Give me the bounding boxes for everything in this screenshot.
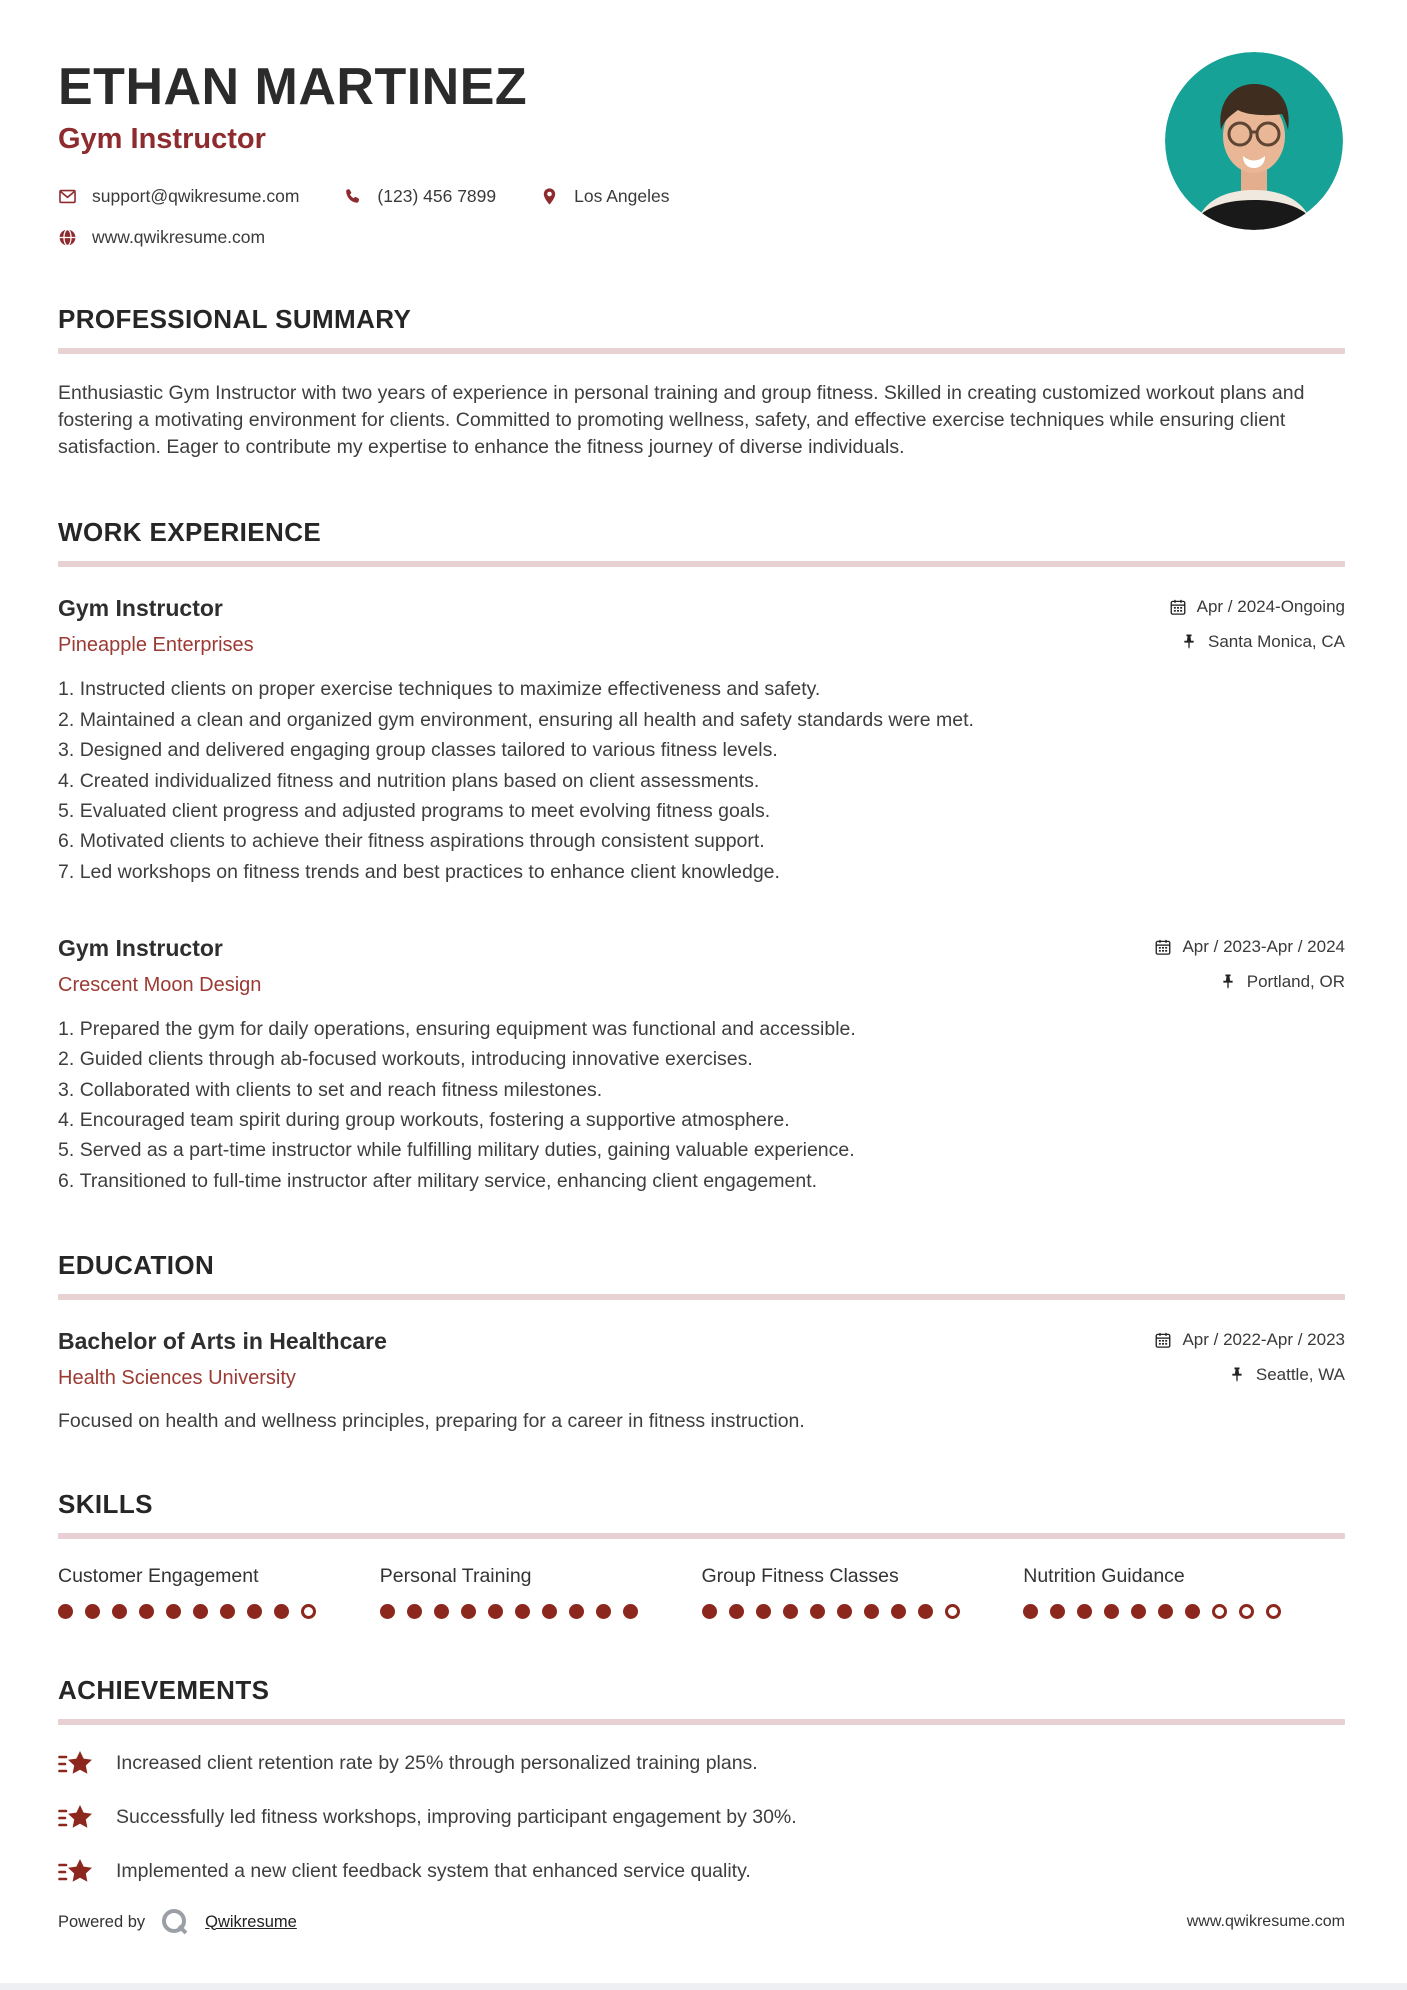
contact-item [343,186,496,207]
company-name: Pineapple Enterprises [58,634,254,657]
education-location-text: Seattle, WA [1255,1364,1345,1384]
skill-level-dot [112,1604,127,1619]
skill-level-dot [1266,1604,1281,1619]
skills-grid [58,1565,1345,1619]
phone-icon [343,187,362,206]
header [58,60,1345,248]
skill-level-dot [918,1604,933,1619]
skill-level-meter [702,1604,1024,1619]
calendar-icon [1154,938,1172,956]
skill-level-dot [810,1604,825,1619]
skill-level-dot [488,1604,503,1619]
contact-text: Los Angeles [574,185,670,206]
achievement-text: Increased client retention rate by 25% through personalized training plans. [116,1752,758,1775]
qwikresume-logo-icon [159,1906,191,1938]
section-professional-summary [58,304,1345,462]
skill-level-dot [623,1604,638,1619]
skill-level-dot [434,1604,449,1619]
skill-level-dot [85,1604,100,1619]
section-heading: PROFESSIONAL SUMMARY [58,303,412,334]
skill-level-dot [515,1604,530,1619]
skill-item [1023,1565,1345,1619]
job-location [1180,632,1345,652]
contact-text: (123) 456 7899 [377,185,497,206]
job-duty: 6. Motivated clients to achieve their fitness aspirations through consistent support. [58,829,1345,854]
skill-level-dot [1050,1604,1065,1619]
job-list [58,595,1345,1193]
person-name: ETHAN MARTINEZ [58,58,528,116]
skill-level-dot [166,1604,181,1619]
section-heading: ACHIEVEMENTS [58,1674,270,1705]
contact-text[interactable]: www.qwikresume.com [92,226,266,247]
job-title: Gym Instructor [58,934,223,961]
summary-text: Enthusiastic Gym Instructor with two years of experience in personal training and group fitness. Skilled in creating customized workout plans and fostering a motivating environment for clients. Committed to promoting wellness, safety, and effective exercise techniques while ensuring client satisfaction. Eager to contribute my expertise to enhance the fitness journey of diverse individuals. [58,381,1305,459]
education-description: Focused on health and wellness principles, preparing for a career in fitness instruction. [58,1409,805,1432]
skill-level-dot [596,1604,611,1619]
skill-level-dot [461,1604,476,1619]
company-name: Crescent Moon Design [58,973,262,996]
job-dates-text: Apr / 2024-Ongoing [1196,597,1345,617]
skill-level-dot [1104,1604,1119,1619]
skill-name: Group Fitness Classes [701,1564,899,1587]
achievement-item [58,1857,1345,1887]
avatar [1165,52,1343,230]
skill-level-dot [1212,1604,1227,1619]
skill-level-dot [274,1604,289,1619]
skill-level-dot [1023,1604,1038,1619]
job-duty: 6. Transitioned to full-time instructor after military service, enhancing client engagement. [58,1169,1345,1194]
school-name: Health Sciences University [58,1366,296,1389]
skill-level-dot [1131,1604,1146,1619]
section-work-experience [58,517,1345,1193]
education-dates-text: Apr / 2022-Apr / 2023 [1182,1329,1345,1349]
pushpin-icon [1180,633,1198,651]
star-badge-icon [58,1803,94,1833]
section-divider [58,1533,1345,1539]
section-divider [58,348,1345,354]
pushpin-icon [1219,973,1237,991]
bottom-strip [0,1983,1407,1990]
job-title: Gym Instructor [58,595,223,622]
skill-level-dot [1077,1604,1092,1619]
skill-level-dot [702,1604,717,1619]
location-pin-icon [540,187,559,206]
skill-level-dot [301,1604,316,1619]
job-duties [58,677,1345,884]
job-duty: 3. Designed and delivered engaging group classes tailored to various fitness levels. [58,738,1345,763]
job-headline: Gym Instructor [58,122,266,155]
contact-item [58,227,265,248]
job-duty: 2. Maintained a clean and organized gym environment, ensuring all health and safety standards were met. [58,708,1345,733]
skill-level-dot [247,1604,262,1619]
calendar-icon [1154,1331,1172,1349]
section-education [58,1250,1345,1433]
contact-item [58,186,299,207]
skill-level-dot [891,1604,906,1619]
job-dates [1169,597,1345,617]
skill-level-meter [1023,1604,1345,1619]
skill-item [702,1565,1024,1619]
star-badge-icon [58,1749,94,1779]
skill-level-dot [1158,1604,1173,1619]
contact-list [58,186,1345,248]
job-duty: 7. Led workshops on fitness trends and best practices to enhance client knowledge. [58,860,1345,885]
job-dates [1154,937,1345,957]
job-duty: 4. Encouraged team spirit during group workouts, fostering a supportive atmosphere. [58,1108,1345,1133]
skill-level-dot [139,1604,154,1619]
job-duties [58,1017,1345,1194]
skill-level-dot [58,1604,73,1619]
job-duty: 3. Collaborated with clients to set and reach fitness milestones. [58,1078,1345,1103]
skill-level-dot [756,1604,771,1619]
contact-row [58,227,1345,248]
star-badge-icon [58,1857,94,1887]
section-divider [58,1294,1345,1300]
skill-name: Customer Engagement [58,1564,259,1587]
job-duty: 5. Evaluated client progress and adjusted programs to meet evolving fitness goals. [58,799,1345,824]
job-entry [58,935,1345,1194]
calendar-icon [1169,598,1187,616]
section-skills [58,1489,1345,1619]
skill-level-meter [58,1604,380,1619]
education-dates [1154,1330,1345,1350]
job-duty: 5. Served as a part-time instructor while fulfilling military duties, gaining valuable experience. [58,1138,1345,1163]
section-divider [58,1719,1345,1725]
section-heading: WORK EXPERIENCE [58,517,322,548]
section-divider [58,561,1345,567]
job-duty: 4. Created individualized fitness and nutrition plans based on client assessments. [58,769,1345,794]
skill-name: Nutrition Guidance [1023,1564,1185,1587]
skill-level-meter [380,1604,702,1619]
skill-level-dot [783,1604,798,1619]
achievement-list [58,1749,1345,1887]
skill-level-dot [220,1604,235,1619]
pushpin-icon [1228,1366,1246,1384]
globe-icon [58,228,77,247]
job-duty: 2. Guided clients through ab-focused workouts, introducing innovative exercises. [58,1047,1345,1072]
contact-row [58,186,1345,207]
email-icon [58,187,77,206]
contact-text[interactable]: support@qwikresume.com [92,185,300,206]
achievement-item [58,1803,1345,1833]
skill-name: Personal Training [379,1564,532,1587]
powered-by-label: Powered by [58,1912,146,1931]
profile-photo-illustration [1165,52,1343,230]
qwikresume-link[interactable]: Qwikresume [205,1912,297,1931]
skill-level-dot [1185,1604,1200,1619]
skill-level-dot [837,1604,852,1619]
section-heading: SKILLS [58,1488,153,1519]
achievement-item [58,1749,1345,1779]
section-achievements [58,1675,1345,1887]
skill-level-dot [1239,1604,1254,1619]
skill-item [380,1565,702,1619]
skill-level-dot [380,1604,395,1619]
job-location [1219,972,1345,992]
contact-item [540,186,669,207]
section-heading: EDUCATION [58,1249,215,1280]
footer [58,1906,1345,1938]
skill-item [58,1565,380,1619]
education-location [1228,1365,1345,1385]
job-location-text: Santa Monica, CA [1207,632,1345,652]
skill-level-dot [864,1604,879,1619]
achievement-text: Implemented a new client feedback system that enhanced service quality. [116,1860,751,1883]
job-entry [58,595,1345,884]
achievement-text: Successfully led fitness workshops, improving participant engagement by 30%. [116,1806,797,1829]
skill-level-dot [569,1604,584,1619]
footer-site-link[interactable]: www.qwikresume.com [1186,1913,1345,1930]
skill-level-dot [407,1604,422,1619]
education-entry [58,1328,1345,1433]
skill-level-dot [945,1604,960,1619]
job-dates-text: Apr / 2023-Apr / 2024 [1182,936,1345,956]
job-location-text: Portland, OR [1246,971,1345,991]
skill-level-dot [729,1604,744,1619]
job-duty: 1. Instructed clients on proper exercise techniques to maximize effectiveness and safety. [58,677,1345,702]
job-duty: 1. Prepared the gym for daily operations, ensuring equipment was functional and accessible. [58,1017,1345,1042]
degree-title: Bachelor of Arts in Healthcare [58,1327,387,1354]
skill-level-dot [542,1604,557,1619]
skill-level-dot [193,1604,208,1619]
